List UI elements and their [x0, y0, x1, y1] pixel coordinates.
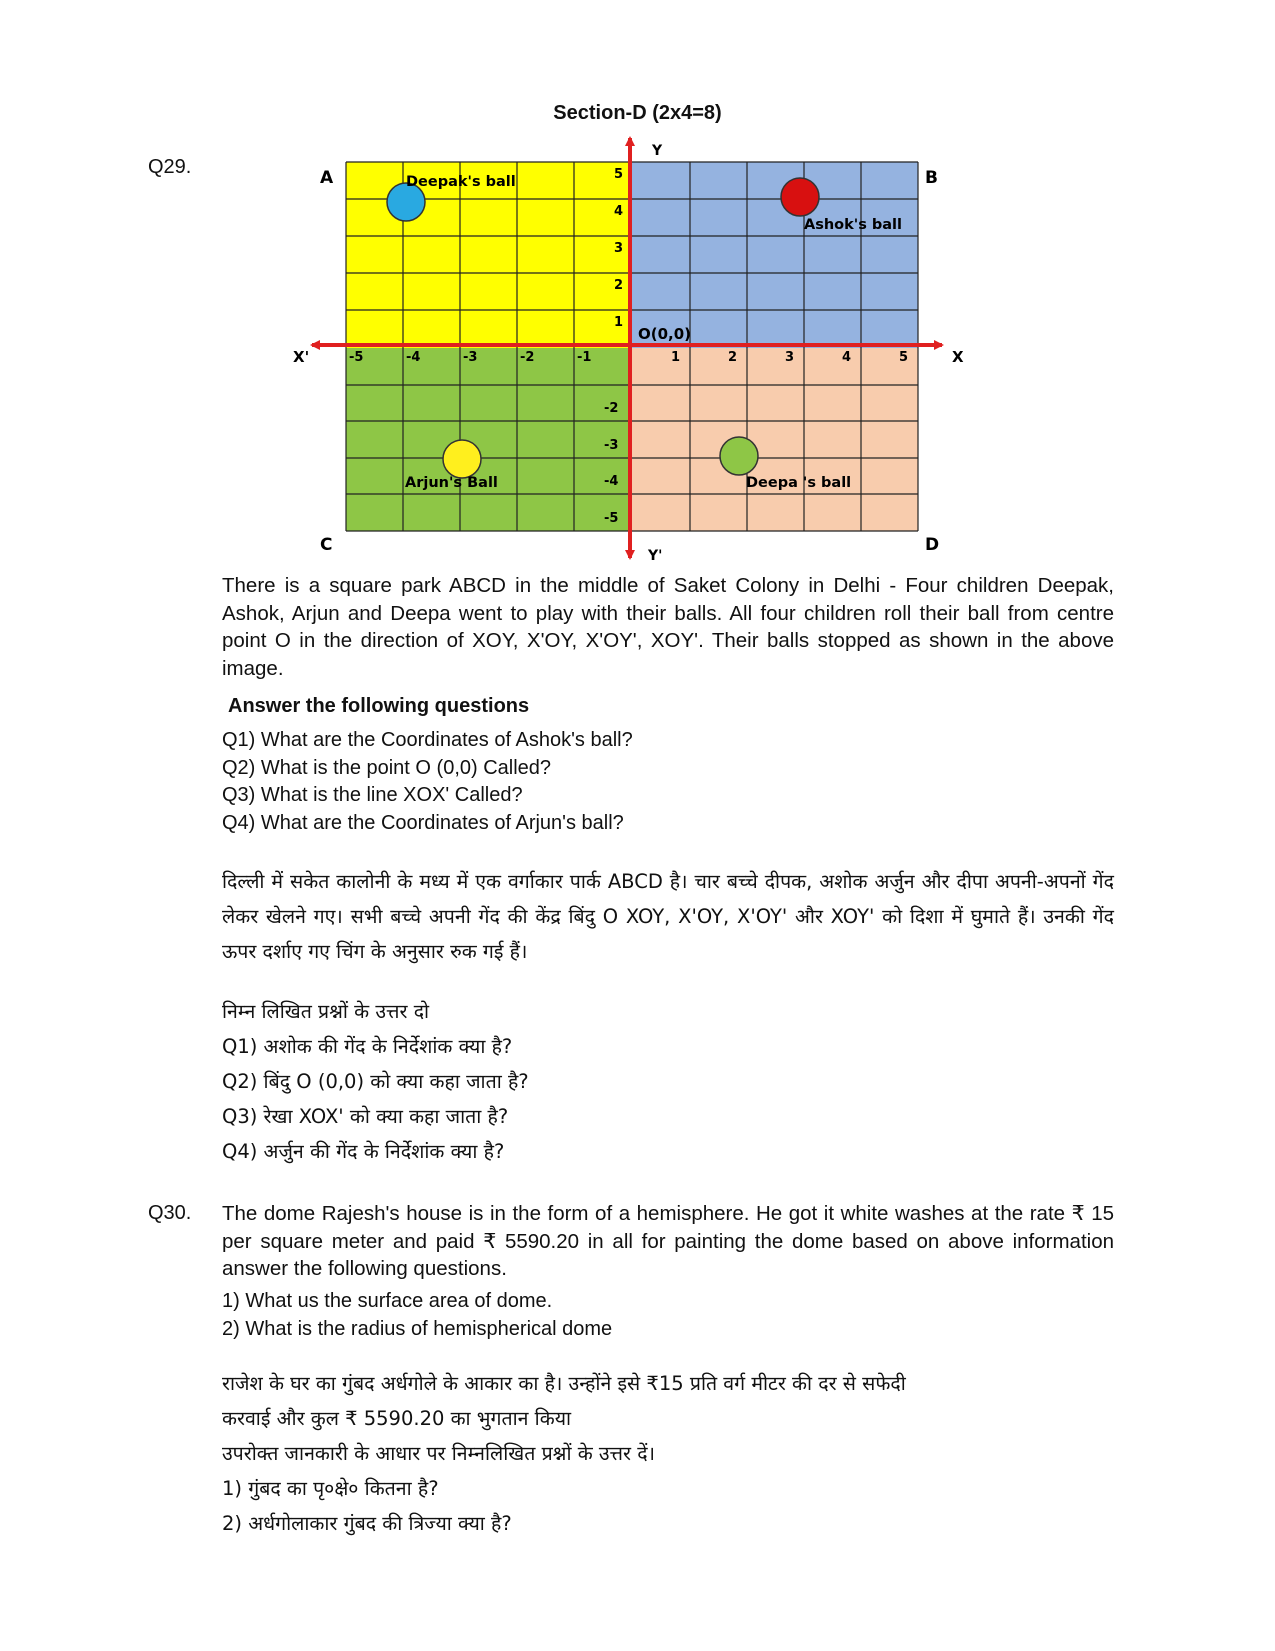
q30-hindi-line-4: 1) गुंबद का पृ०क्षे० कितना है? [222, 1477, 439, 1500]
quadrant-3-fill [346, 348, 632, 531]
ashok-ball-label: Ashok's ball [804, 217, 903, 233]
corner-a: A [320, 168, 334, 188]
corner-c: C [320, 535, 333, 555]
x-tick-label: 1 [671, 350, 681, 365]
q29-question-hi-1: Q1) अशोक की गेंद के निर्देशांक क्या है? [222, 1035, 513, 1058]
y-tick-label: 2 [614, 278, 624, 293]
corner-b: B [925, 168, 938, 188]
quadrant-1-fill [632, 162, 918, 348]
q29-question-hi-3: Q3) रेखा XOX' को क्या कहा जाता है? [222, 1105, 509, 1128]
q29-question-en-2: Q2) What is the point O (0,0) Called? [222, 756, 552, 779]
y-tick-label: 3 [614, 241, 624, 256]
q30-question-en-2: 2) What is the radius of hemispherical dome [222, 1317, 613, 1340]
y-tick-label: -3 [604, 438, 619, 453]
q29-answer-heading: Answer the following questions [228, 695, 530, 717]
x-tick-label: 5 [899, 350, 909, 365]
question-number-29: Q29. [148, 156, 192, 178]
q29-paragraph-english: There is a square park ABCD in the middle of Saket Colony in Delhi - Four children Deepak, Ashok, Arjun and Deepa went to play with their balls. All four children roll their ball from centre point O in the direction of XOY, X'OY, X'OY', XOY'. Their balls stopped as shown in the above image. [222, 574, 1114, 680]
corner-d: D [925, 535, 940, 555]
axis-label-x-neg: X' [293, 348, 310, 366]
q30-hindi-line-3: उपरोक्त जानकारी के आधार पर निम्नलिखित प्रश्नों के उत्तर दें। [222, 1442, 655, 1465]
ashok-ball [781, 178, 819, 216]
x-tick-label: 4 [842, 350, 852, 365]
axis-label-y: Y [652, 143, 663, 159]
arjun-ball [443, 440, 481, 478]
axis-label-y-neg: Y' [648, 548, 663, 560]
q30-question-en-1: 1) What us the surface area of dome. [222, 1290, 553, 1312]
q29-answer-heading-hindi: निम्न लिखित प्रश्नों के उत्तर दो [222, 1000, 430, 1023]
y-tick-label: 4 [614, 204, 624, 219]
q29-question-en-3: Q3) What is the line XOX' Called? [222, 784, 523, 806]
y-tick-label: 1 [614, 315, 624, 330]
arjun-ball-label: Arjun's Ball [405, 475, 498, 491]
section-title: Section-D (2x4=8) [553, 102, 722, 124]
q30-questions-english [222, 1288, 612, 1343]
q30-hindi-block [222, 1366, 906, 1541]
q30-hindi-line-1: राजेश के घर का गुंबद अर्धगोले के आकार का है। उन्होंने इसे ₹15 प्रति वर्ग मीटर की दर से सफेदी [222, 1372, 906, 1395]
y-tick-label: -4 [604, 474, 619, 489]
y-tick-label: -2 [604, 401, 619, 416]
axis-label-x: X [952, 348, 964, 366]
x-tick-label: 3 [785, 350, 795, 365]
origin-label: O(0,0) [638, 325, 692, 343]
x-tick-label: 2 [728, 350, 738, 365]
y-tick-label: 5 [614, 167, 624, 182]
coordinate-plane-figure [0, 0, 1275, 560]
quadrant-4-fill [632, 348, 918, 531]
q29-question-en-4: Q4) What are the Coordinates of Arjun's ball? [222, 811, 624, 834]
q29-questions-english [222, 727, 633, 837]
q29-question-en-1: Q1) What are the Coordinates of Ashok's ball? [222, 729, 633, 751]
x-tick-label: -1 [577, 350, 592, 365]
q29-paragraph-hindi: दिल्ली में सकेत कालोनी के मध्य में एक वर्गाकार पार्क ABCD है। चार बच्चे दीपक, अशोक अर्जुन और दीपा अपनी-अपनों गेंद लेकर खेलने गए। सभी बच्चे अपनी गेंद की केंद्र बिंदु O XOY, X'OY, X'OY' और XOY' को दिशा में घुमाते हैं। उनकी गेंद ऊपर दर्शाए गए चिंग के अनुसार रुक गई हैं। [222, 870, 1114, 963]
q30-hindi-line-5: 2) अर्धगोलाकार गुंबद की त्रिज्या क्या है? [222, 1512, 512, 1535]
x-tick-label: -4 [406, 350, 421, 365]
deepa-ball-label: Deepa 's ball [746, 475, 852, 491]
q29-question-hi-4: Q4) अर्जुन की गेंद के निर्देशांक क्या है? [222, 1140, 505, 1163]
question-number-30: Q30. [148, 1202, 192, 1224]
deepa-ball [720, 437, 758, 475]
x-tick-label: -3 [463, 350, 478, 365]
q29-questions-hindi [222, 994, 529, 1169]
q30-hindi-line-2: करवाई और कुल ₹ 5590.20 का भुगतान किया [222, 1407, 572, 1430]
x-tick-label: -5 [349, 350, 364, 365]
q30-paragraph-english: The dome Rajesh's house is in the form of a hemisphere. He got it white washes at the rate ₹ 15 per square meter and paid ₹ 5590.20 in all for painting the dome based on above information answer the following questions. [222, 1202, 1114, 1280]
q29-question-hi-2: Q2) बिंदु O (0,0) को क्या कहा जाता है? [222, 1070, 529, 1093]
deepak-ball-label: Deepak's ball [406, 174, 516, 190]
x-tick-label: -2 [520, 350, 535, 365]
y-tick-label: -5 [604, 511, 619, 526]
